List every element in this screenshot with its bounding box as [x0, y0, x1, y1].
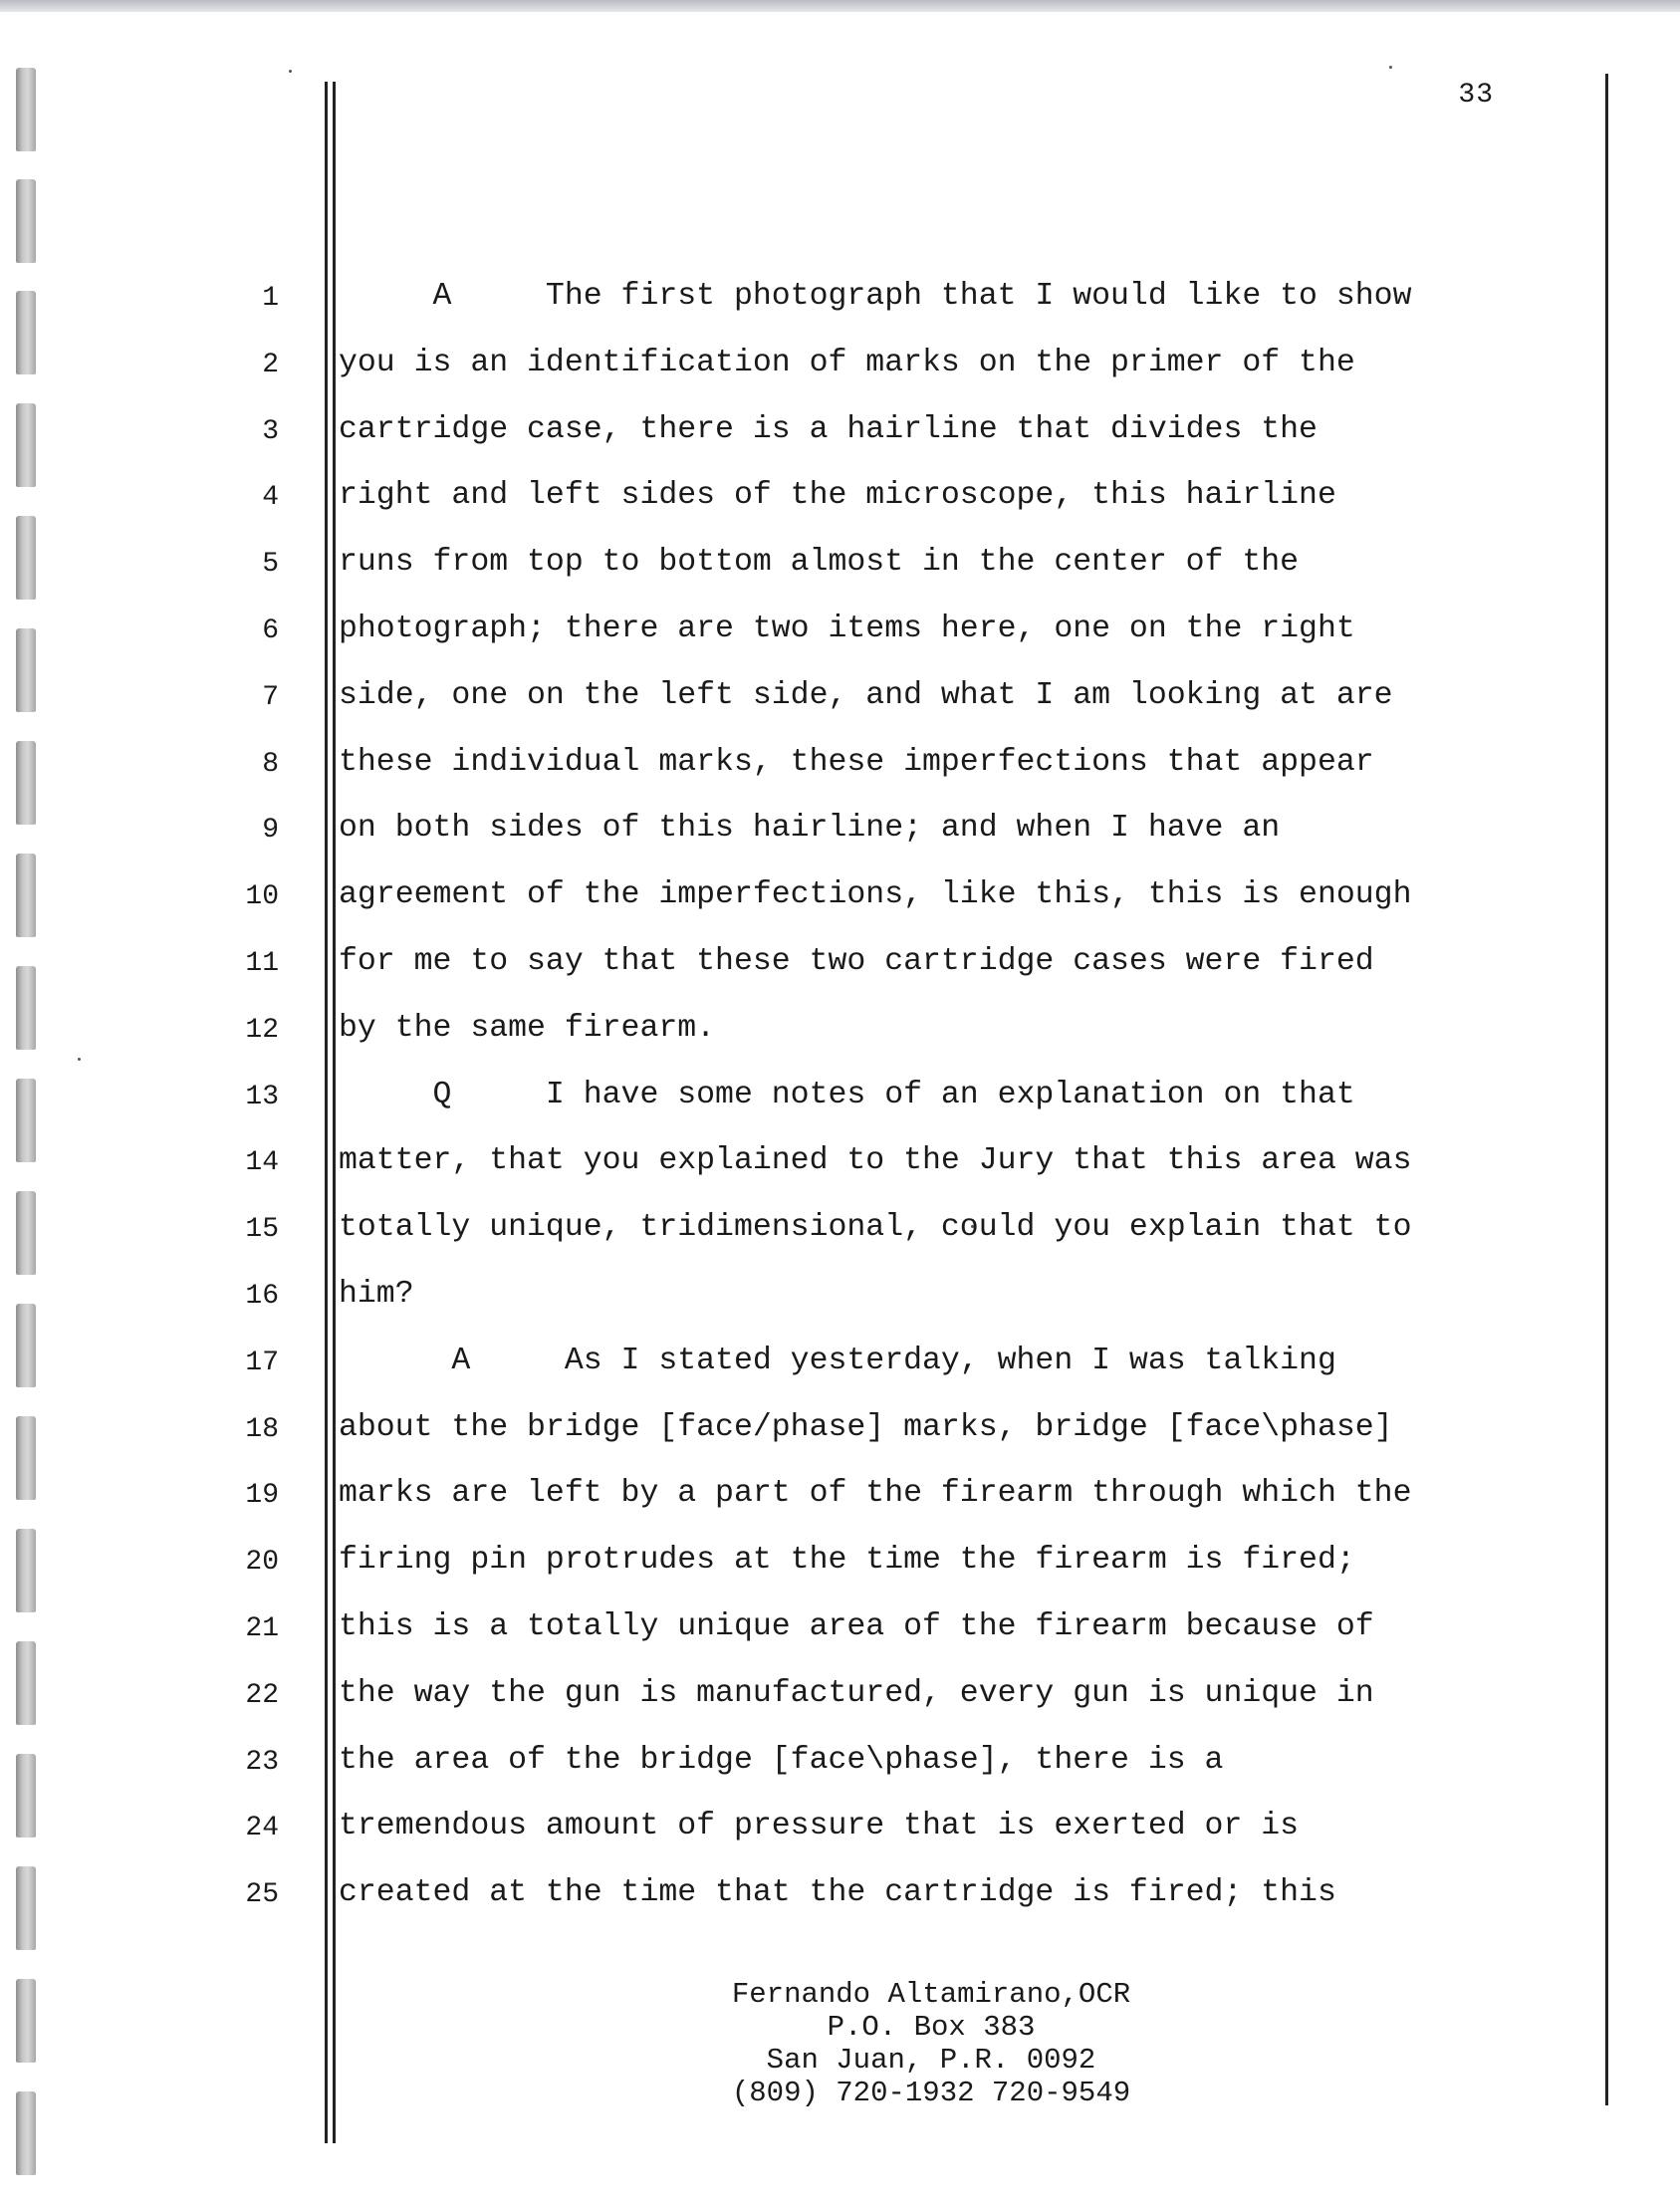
transcript-line: created at the time that the cartridge is fired; this [339, 1875, 1336, 1911]
binder-hole [16, 291, 36, 374]
line-number: 25 [245, 1879, 279, 1911]
line-number: 24 [245, 1813, 279, 1844]
binder-hole [16, 1754, 36, 1838]
binder-hole [16, 966, 36, 1050]
reporter-footer [538, 1978, 1324, 2109]
binder-hole [16, 516, 36, 600]
line-number: 1 [262, 283, 279, 314]
line-number: 15 [245, 1214, 279, 1246]
left-margin-rule-outer [325, 82, 328, 2143]
binder-hole [16, 403, 36, 487]
transcript-line: tremendous amount of pressure that is exerted or is [339, 1809, 1300, 1844]
line-number: 8 [262, 748, 279, 780]
line-number: 10 [245, 881, 279, 913]
transcript-line: cartridge case, there is a hairline that divides the [339, 411, 1318, 447]
line-number: 5 [262, 549, 279, 581]
transcript-line: the area of the bridge [face\phase], there is a [339, 1742, 1224, 1778]
left-margin-rule-inner [333, 82, 336, 2143]
transcript-line: side, one on the left side, and what I am looking at are [339, 677, 1393, 713]
binder-hole [16, 741, 36, 825]
line-number: 21 [245, 1613, 279, 1644]
transcript-line: matter, that you explained to the Jury that this area was [339, 1143, 1412, 1179]
line-number: 19 [245, 1480, 279, 1512]
transcript-line: runs from top to bottom almost in the center of the [339, 545, 1300, 581]
line-number: 7 [262, 681, 279, 713]
scan-top-edge [0, 0, 1680, 12]
transcript-line: him? [339, 1277, 414, 1312]
line-number: 13 [245, 1081, 279, 1112]
transcript-line: the way the gun is manufactured, every gun is unique in [339, 1675, 1374, 1711]
binder-hole [16, 628, 36, 712]
reporter-phones: (809) 720-1932 720-9549 [731, 2077, 1131, 2109]
binder-hole [16, 1079, 36, 1162]
transcript-line: Q I have some notes of an explanation on that [339, 1077, 1355, 1112]
line-number: 2 [262, 349, 279, 380]
line-number: 22 [245, 1679, 279, 1711]
binder-hole [16, 1641, 36, 1725]
transcript-line: agreement of the imperfections, like this, this is enough [339, 877, 1412, 913]
transcript-line: firing pin protrudes at the time the firearm is fired; [339, 1543, 1355, 1579]
reporter-city: San Juan, P.R. 0092 [766, 2044, 1096, 2077]
binder-hole [16, 1191, 36, 1275]
line-number: 3 [262, 415, 279, 447]
transcript-line: for me to say that these two cartridge cases were fired [339, 944, 1374, 979]
binder-hole [16, 1529, 36, 1612]
reporter-po-box: P.O. Box 383 [827, 2011, 1036, 2044]
transcript-line: on both sides of this hairline; and when I have an [339, 811, 1281, 847]
binder-hole [16, 854, 36, 937]
transcript-line: photograph; there are two items here, one on the right [339, 612, 1355, 646]
transcript-line: you is an identification of marks on the primer of the [339, 345, 1355, 380]
transcript-line: right and left sides of the microscope, this hairline [339, 478, 1336, 514]
binder-hole [16, 1866, 36, 1950]
binder-hole [16, 1979, 36, 2063]
scan-speck [289, 70, 292, 73]
transcript-line: marks are left by a part of the firearm through which the [339, 1476, 1412, 1512]
line-number: 9 [262, 815, 279, 847]
binder-hole [16, 2091, 36, 2175]
binder-hole [16, 1416, 36, 1500]
line-number: 23 [245, 1746, 279, 1778]
line-number: 4 [262, 482, 279, 514]
transcript-line: these individual marks, these imperfections that appear [339, 744, 1374, 780]
reporter-name: Fernando Altamirano,OCR [731, 1978, 1131, 2011]
line-number: 16 [245, 1281, 279, 1312]
line-number: 11 [245, 948, 279, 979]
transcript-line: A As I stated yesterday, when I was talking [339, 1343, 1336, 1378]
transcript-line: about the bridge [face/phase] marks, bridge [face\phase] [339, 1409, 1393, 1445]
binder-hole [16, 68, 36, 151]
line-number: 6 [262, 615, 279, 646]
line-number: 12 [245, 1014, 279, 1046]
line-number: 17 [245, 1347, 279, 1378]
page-number: 33 [1458, 80, 1494, 111]
transcript-line: by the same firearm. [339, 1010, 716, 1046]
transcript-line: totally unique, tridimensional, could you explain that to [339, 1210, 1412, 1246]
scan-speck [78, 1058, 81, 1061]
line-number: 20 [245, 1547, 279, 1579]
line-number: 14 [245, 1147, 279, 1179]
scan-speck [1389, 66, 1392, 69]
transcript-line: this is a totally unique area of the firearm because of [339, 1609, 1374, 1644]
binder-hole [16, 1304, 36, 1387]
transcript-line: A The first photograph that I would like to show [339, 279, 1412, 314]
binder-hole [16, 179, 36, 263]
line-number: 18 [245, 1413, 279, 1445]
right-margin-rule [1605, 74, 1608, 2105]
